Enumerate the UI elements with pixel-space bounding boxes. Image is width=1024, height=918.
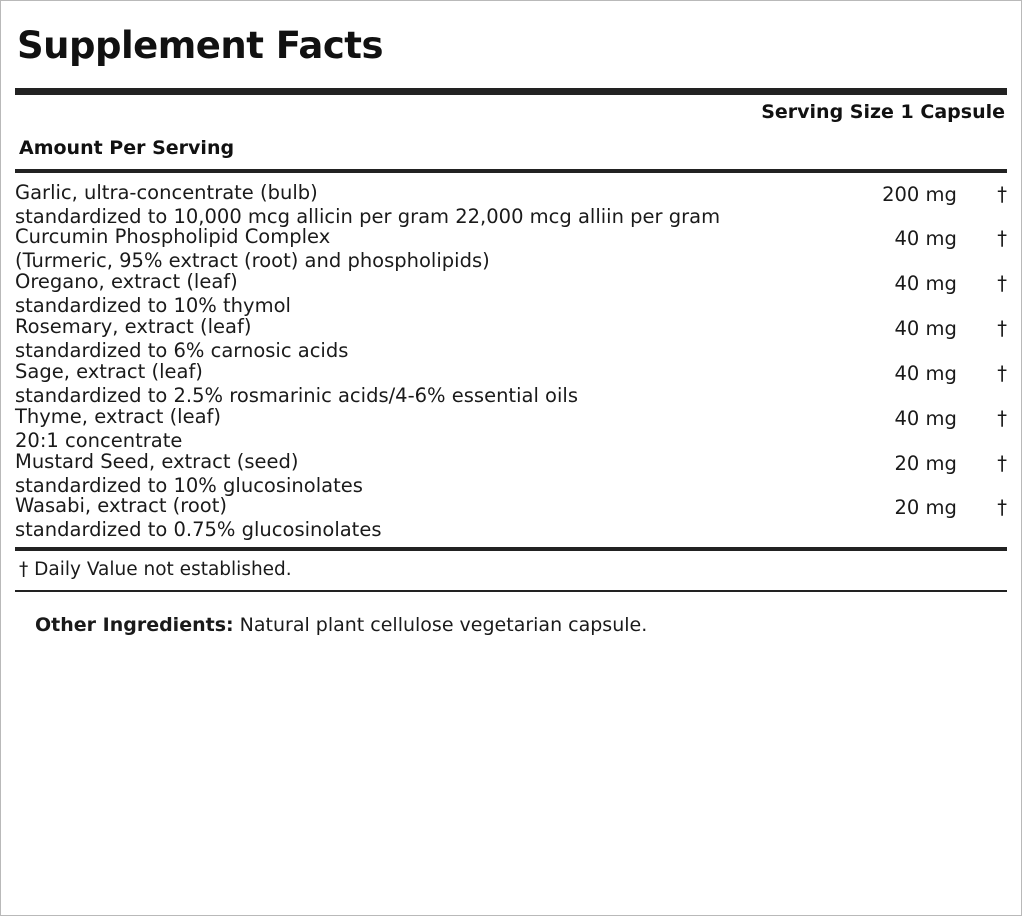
table-row	[15, 407, 1007, 430]
table-row	[15, 452, 1007, 475]
table-row	[15, 317, 1007, 340]
ingredient-detail: standardized to 10% thymol	[15, 294, 291, 318]
other-ingredients-value: Natural plant cellulose vegetarian capsule.	[239, 614, 648, 637]
table-row-sub	[15, 250, 1007, 272]
footnote-divider	[15, 547, 1007, 551]
amount-per-serving-header: Amount Per Serving	[19, 136, 235, 159]
table-row-sub	[15, 295, 1007, 317]
ingredient-amount: 200 mg	[882, 182, 957, 206]
table-row-sub	[15, 206, 1007, 228]
ingredient-amount: 20 mg	[894, 451, 957, 475]
ingredient-amount: 40 mg	[894, 406, 957, 430]
title-divider	[15, 88, 1007, 95]
ingredients-table	[15, 180, 1007, 542]
ingredient-detail: (Turmeric, 95% extract (root) and phospholipids)	[15, 249, 490, 273]
other-ingredients-label: Other Ingredients:	[35, 614, 234, 637]
ingredient-daily-value: †	[997, 451, 1007, 475]
ingredient-name: Thyme, extract (leaf)	[15, 404, 222, 428]
ingredient-detail: standardized to 6% carnosic acids	[15, 339, 349, 363]
bottom-divider	[15, 590, 1007, 592]
ingredient-daily-value: †	[997, 317, 1007, 341]
table-row-sub	[15, 340, 1007, 362]
ingredient-daily-value: †	[997, 361, 1007, 385]
ingredient-daily-value: †	[997, 227, 1007, 251]
ingredient-name: Curcumin Phospholipid Complex	[15, 225, 331, 249]
page-title: Supplement Facts	[17, 24, 384, 67]
table-row-sub	[15, 430, 1007, 452]
table-row-sub	[15, 475, 1007, 497]
table-row	[15, 496, 1007, 519]
table-row-sub	[15, 385, 1007, 407]
ingredient-detail: standardized to 0.75% glucosinolates	[15, 518, 382, 542]
table-row	[15, 183, 1007, 206]
ingredient-name: Oregano, extract (leaf)	[15, 270, 238, 294]
ingredient-detail: 20:1 concentrate	[15, 428, 183, 452]
ingredient-daily-value: †	[997, 182, 1007, 206]
ingredient-name: Garlic, ultra-concentrate (bulb)	[15, 180, 318, 204]
ingredient-amount: 40 mg	[894, 272, 957, 296]
other-ingredients	[35, 614, 1007, 636]
ingredient-amount: 40 mg	[894, 361, 957, 385]
ingredient-daily-value: †	[997, 272, 1007, 296]
ingredient-amount: 40 mg	[894, 227, 957, 251]
ingredient-name: Mustard Seed, extract (seed)	[15, 449, 299, 473]
table-row	[15, 227, 1007, 250]
table-row-sub	[15, 519, 1007, 541]
ingredient-name: Sage, extract (leaf)	[15, 359, 203, 383]
ingredient-name: Rosemary, extract (leaf)	[15, 315, 252, 339]
ingredient-detail: standardized to 10% glucosinolates	[15, 473, 363, 497]
ingredient-amount: 20 mg	[894, 496, 957, 520]
ingredient-detail: standardized to 2.5% rosmarinic acids/4-6% essential oils	[15, 383, 578, 407]
serving-size-text: Serving Size 1 Capsule	[761, 100, 1005, 123]
table-row	[15, 362, 1007, 385]
daily-value-footnote: † Daily Value not established.	[19, 559, 292, 581]
ingredient-daily-value: †	[997, 406, 1007, 430]
ingredient-detail: standardized to 10,000 mcg allicin per gram 22,000 mcg alliin per gram	[15, 204, 721, 228]
ingredient-name: Wasabi, extract (root)	[15, 494, 227, 518]
table-row	[15, 272, 1007, 295]
ingredient-daily-value: †	[997, 496, 1007, 520]
ingredient-amount: 40 mg	[894, 317, 957, 341]
